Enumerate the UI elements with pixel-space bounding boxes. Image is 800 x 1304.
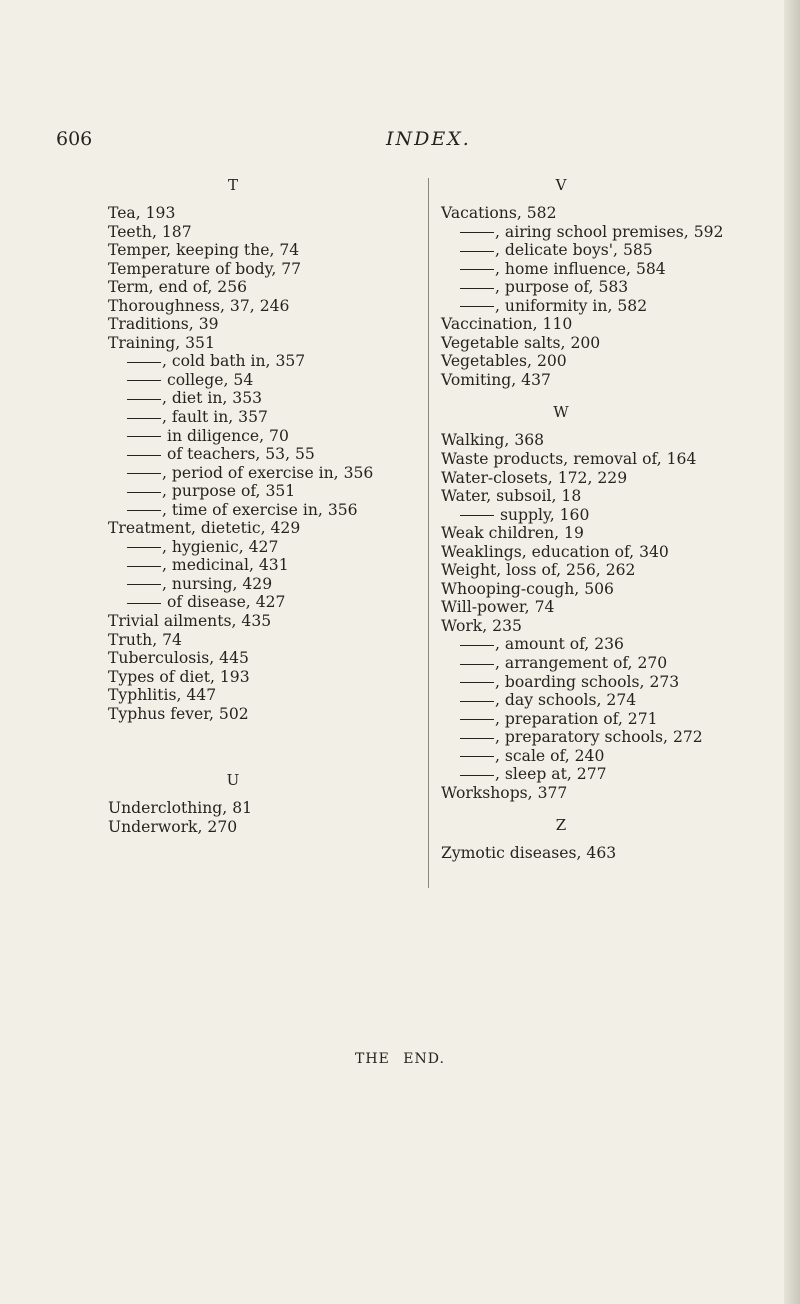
index-subentry bbox=[441, 654, 751, 673]
ditto-dash bbox=[127, 566, 161, 567]
entry-text: Whooping-cough, 506 bbox=[441, 579, 614, 598]
entry-text: , medicinal, 431 bbox=[162, 556, 289, 575]
index-entry bbox=[108, 612, 408, 631]
entry-text: Vomiting, 437 bbox=[441, 370, 551, 389]
section-gap bbox=[441, 389, 751, 403]
index-subentry bbox=[441, 278, 751, 297]
entry-text: , fault in, 357 bbox=[162, 408, 268, 427]
ditto-dash bbox=[460, 682, 494, 683]
entry-text: Term, end of, 256 bbox=[108, 278, 248, 297]
index-subentry bbox=[441, 506, 751, 525]
index-subentry bbox=[108, 427, 408, 446]
index-subentry bbox=[108, 593, 408, 612]
entry-text: , delicate boys', 585 bbox=[495, 241, 653, 260]
entry-text: Truth, 74 bbox=[108, 630, 182, 649]
entry-text: Typhus fever, 502 bbox=[108, 704, 249, 723]
ditto-dash bbox=[460, 664, 494, 665]
ditto-dash bbox=[127, 418, 161, 419]
index-subentry bbox=[108, 389, 408, 408]
entry-text: Water, subsoil, 18 bbox=[441, 487, 582, 506]
index-entry bbox=[108, 818, 408, 837]
entry-text: Training, 351 bbox=[108, 333, 215, 352]
ditto-dash bbox=[127, 603, 161, 604]
index-subentry bbox=[441, 260, 751, 279]
ditto-dash bbox=[127, 455, 161, 456]
entry-text: , cold bath in, 357 bbox=[162, 352, 306, 371]
entry-text: , preparatory schools, 272 bbox=[495, 728, 703, 747]
index-subentry bbox=[108, 538, 408, 557]
ditto-dash bbox=[127, 510, 161, 511]
index-entry bbox=[441, 598, 751, 617]
entry-text: , home influence, 584 bbox=[495, 259, 666, 278]
index-entry bbox=[108, 631, 408, 650]
entry-text: Workshops, 377 bbox=[441, 783, 568, 802]
entry-text: supply, 160 bbox=[495, 505, 590, 524]
index-entry bbox=[441, 469, 751, 488]
index-subentry bbox=[441, 728, 751, 747]
index-entry bbox=[441, 487, 751, 506]
entry-text: , hygienic, 427 bbox=[162, 537, 279, 556]
section-letter: V bbox=[555, 176, 567, 194]
entry-text: , purpose of, 351 bbox=[162, 482, 296, 501]
ditto-dash bbox=[127, 492, 161, 493]
entry-text: in diligence, 70 bbox=[162, 426, 289, 445]
entry-text: , airing school premises, 592 bbox=[495, 222, 724, 241]
index-entry bbox=[441, 561, 751, 580]
index-subentry bbox=[108, 501, 408, 520]
entry-text: Temper, keeping the, 74 bbox=[108, 241, 300, 260]
entry-text: Weak children, 19 bbox=[441, 524, 584, 543]
entry-text: , day schools, 274 bbox=[495, 691, 637, 710]
index-entry bbox=[108, 315, 408, 334]
entry-text: Vacations, 582 bbox=[441, 204, 557, 222]
entry-text: Will-power, 74 bbox=[441, 598, 555, 617]
index-subentry bbox=[108, 352, 408, 371]
entry-text: Trivial ailments, 435 bbox=[108, 612, 272, 631]
entry-text: Types of diet, 193 bbox=[108, 667, 250, 686]
index-subentry bbox=[441, 241, 751, 260]
index-entry bbox=[108, 334, 408, 353]
index-entry bbox=[441, 450, 751, 469]
entry-text: Weight, loss of, 256, 262 bbox=[441, 561, 636, 580]
index-entry bbox=[441, 371, 751, 390]
index-subentry bbox=[108, 445, 408, 464]
entry-text: Vaccination, 110 bbox=[441, 315, 573, 334]
index-subentry bbox=[441, 635, 751, 654]
ditto-dash bbox=[127, 547, 161, 548]
entry-text: Thoroughness, 37, 246 bbox=[108, 296, 290, 315]
page-header bbox=[56, 128, 744, 158]
entry-text: Treatment, dietetic, 429 bbox=[108, 519, 301, 538]
entry-text: , sleep at, 277 bbox=[495, 765, 607, 784]
the-end-footer bbox=[0, 1051, 800, 1067]
running-title: INDEX. bbox=[386, 128, 471, 150]
section-gap bbox=[441, 802, 751, 816]
section-letter: Z bbox=[555, 816, 567, 835]
index-subentry bbox=[441, 223, 751, 242]
index-entry bbox=[441, 784, 751, 803]
entry-text: Underclothing, 81 bbox=[108, 799, 253, 818]
ditto-dash bbox=[460, 232, 494, 233]
index-entry bbox=[441, 352, 751, 371]
entry-text: , arrangement of, 270 bbox=[495, 654, 668, 673]
entry-text: Underwork, 270 bbox=[108, 817, 238, 836]
entry-text: Typhlitis, 447 bbox=[108, 686, 217, 705]
entry-text: , scale of, 240 bbox=[495, 746, 605, 765]
ditto-dash bbox=[127, 473, 161, 474]
entry-text: , boarding schools, 273 bbox=[495, 672, 680, 691]
entry-text: Water-closets, 172, 229 bbox=[441, 468, 628, 487]
entry-text: Zymotic diseases, 463 bbox=[441, 844, 617, 863]
entry-text: Teeth, 187 bbox=[108, 222, 192, 241]
footer-word-the: THE bbox=[355, 1051, 390, 1067]
index-subentry bbox=[441, 673, 751, 692]
entry-text: of teachers, 53, 55 bbox=[162, 445, 315, 464]
entry-text: Vegetables, 200 bbox=[441, 352, 567, 371]
index-subentry bbox=[108, 408, 408, 427]
entry-text: , nursing, 429 bbox=[162, 574, 273, 593]
entry-text: , uniformity in, 582 bbox=[495, 296, 648, 315]
index-entry bbox=[441, 543, 751, 562]
index-entry bbox=[108, 278, 408, 297]
index-subentry bbox=[108, 556, 408, 575]
entry-text: of disease, 427 bbox=[162, 593, 286, 612]
index-entry bbox=[108, 705, 408, 724]
index-subentry bbox=[108, 575, 408, 594]
ditto-dash bbox=[460, 645, 494, 646]
index-entry bbox=[108, 297, 408, 316]
index-column-left bbox=[108, 176, 408, 836]
entry-text: Walking, 368 bbox=[441, 431, 545, 450]
column-divider bbox=[428, 178, 429, 888]
ditto-dash bbox=[127, 399, 161, 400]
index-entry bbox=[108, 260, 408, 279]
page-edge bbox=[784, 0, 800, 1304]
ditto-dash bbox=[460, 306, 494, 307]
index-subentry bbox=[108, 464, 408, 483]
index-entry bbox=[108, 649, 408, 668]
entry-text: Traditions, 39 bbox=[108, 315, 219, 334]
ditto-dash bbox=[460, 701, 494, 702]
index-column-right bbox=[441, 176, 751, 863]
entry-text: , period of exercise in, 356 bbox=[162, 463, 374, 482]
ditto-dash bbox=[127, 362, 161, 363]
index-entry bbox=[441, 315, 751, 334]
entry-text: Weaklings, education of, 340 bbox=[441, 542, 669, 561]
index-entry bbox=[108, 668, 408, 687]
index-entry bbox=[108, 204, 408, 223]
entry-text: college, 54 bbox=[162, 370, 254, 389]
index-entry bbox=[108, 241, 408, 260]
entry-text: Vegetable salts, 200 bbox=[441, 333, 601, 352]
ditto-dash bbox=[460, 719, 494, 720]
ditto-dash bbox=[460, 288, 494, 289]
entry-text: , diet in, 353 bbox=[162, 389, 263, 408]
index-entry bbox=[441, 334, 751, 353]
ditto-dash bbox=[127, 380, 161, 381]
index-entry bbox=[108, 686, 408, 705]
index-entry bbox=[108, 799, 408, 818]
index-subentry bbox=[108, 371, 408, 390]
ditto-dash bbox=[460, 269, 494, 270]
ditto-dash bbox=[127, 436, 161, 437]
entry-text: , time of exercise in, 356 bbox=[162, 500, 358, 519]
entry-text: Tea, 193 bbox=[108, 204, 176, 222]
index-entry bbox=[441, 431, 751, 450]
section-letter: T bbox=[227, 176, 238, 194]
entry-text: Temperature of body, 77 bbox=[108, 259, 302, 278]
ditto-dash bbox=[460, 251, 494, 252]
index-subentry bbox=[441, 691, 751, 710]
index-entry bbox=[441, 580, 751, 599]
entry-text: Waste products, removal of, 164 bbox=[441, 450, 697, 469]
ditto-dash bbox=[127, 584, 161, 585]
ditto-dash bbox=[460, 756, 494, 757]
index-subentry bbox=[441, 747, 751, 766]
entry-text: , purpose of, 583 bbox=[495, 278, 629, 297]
index-subentry bbox=[441, 297, 751, 316]
section-letter: W bbox=[553, 403, 569, 422]
entry-text: Tuberculosis, 445 bbox=[108, 649, 249, 668]
page-number: 606 bbox=[56, 128, 93, 150]
entry-text: , preparation of, 271 bbox=[495, 709, 658, 728]
index-subentry bbox=[441, 710, 751, 729]
ditto-dash bbox=[460, 515, 494, 516]
index-entry bbox=[108, 519, 408, 538]
ditto-dash bbox=[460, 775, 494, 776]
index-entry bbox=[441, 617, 751, 636]
index-subentry bbox=[441, 765, 751, 784]
entry-text: Work, 235 bbox=[441, 616, 522, 635]
entry-text: , amount of, 236 bbox=[495, 635, 624, 654]
section-gap bbox=[108, 723, 408, 771]
index-entry bbox=[441, 844, 751, 863]
index-entry bbox=[441, 524, 751, 543]
footer-word-end: END. bbox=[403, 1051, 445, 1067]
index-entry bbox=[441, 204, 751, 223]
index-subentry bbox=[108, 482, 408, 501]
index-entry bbox=[108, 223, 408, 242]
ditto-dash bbox=[460, 738, 494, 739]
section-letter: U bbox=[226, 771, 240, 790]
